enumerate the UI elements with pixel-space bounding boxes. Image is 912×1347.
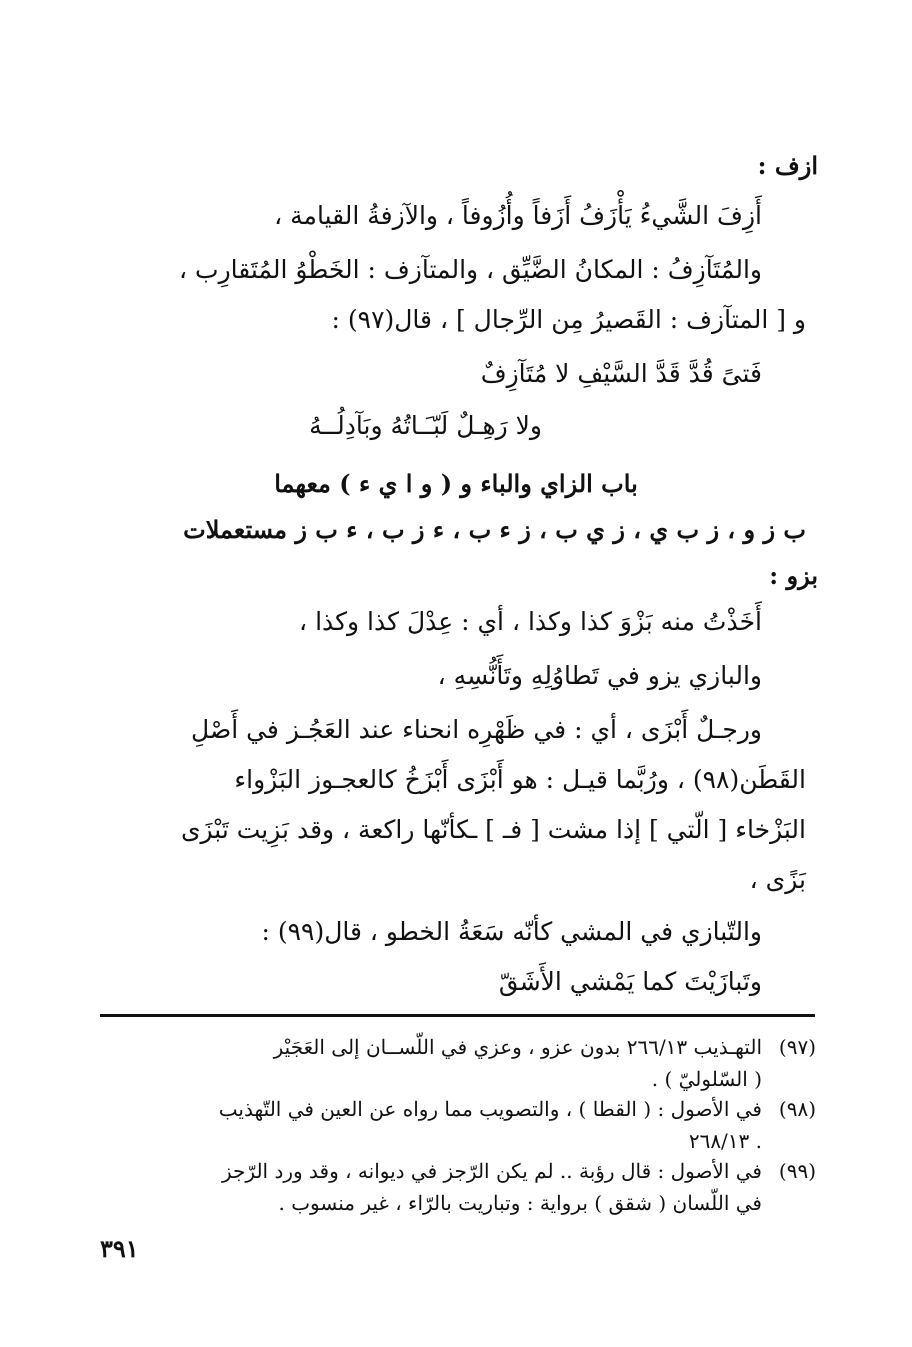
entry-bzw-line-5: البَزْخاء [ الّتي ] إذا مشت [ فـ ] ـكأنّها راكعة ، وقد بَزِيت تَبْزَى [180,815,806,844]
footnote-99-line-2: في اللّسان ( شقق ) برواية : وتباريت بالرّاء ، غير منسوب . [278,1191,762,1215]
entry-azf-line-2: والمُتَآزِفُ : المكانُ الضَّيِّق ، والمتآزف : الخَطْوُ المُتَقارِب ، [179,255,762,284]
entry-bzw-line-3: ورجـلٌ أَبْزَى ، أي : في ظَهْرِه انحناء عند العَجُـز في أَصْلِ [191,715,762,744]
footnote-99-number: (٩٩) [778,1159,816,1183]
chapter-title: باب الزاي والباء و ( و ا ي ء ) معهما [274,469,638,498]
entry-bzw-line-7: والتّبازي في المشي كأنّه سَعَةُ الخطو ، قال(٩٩) : [261,917,762,946]
page-number: ٣٩١ [100,1234,139,1263]
entry-bzw-line-6: بَزًى ، [749,865,806,894]
footnote-98-line-1: في الأصول : ( القطا ) ، والتصويب مما رواه عن العين في التّهذيب [218,1097,762,1121]
footnote-99-line-1: في الأصول : قال رؤبة .. لم يكن الرّجز في ديوانه ، وقد ورد الرّجز [222,1159,762,1183]
entry-azf-line-3: و [ المتآزف : القَصيرُ مِن الرِّجال ] ، قال(٩٧) : [331,305,806,334]
verse-azf-line-1: فَتىً قُدَّ قَدَّ السَّيْفِ لا مُتَآزِفٌ [480,359,762,388]
chapter-subtitle: ب ز و ، ز ب ي ، ز ي ب ، ز ء ب ، ء ز ب ، ء ب ز مستعملات [183,515,806,544]
verse-azf-line-2: ولا رَهِـلٌ لَبّـَـاتُهُ وبَآدِلُــهُ [309,411,542,440]
entry-bzw-line-4: القَطَن(٩٨) ، ورُبَّما قيـل : هو أَبْزَى أَبْزَخُ كالعجـوز البَزْواء [234,765,806,794]
footnote-97-number: (٩٧) [778,1035,816,1059]
footnote-divider [100,1014,815,1017]
entry-azf-line-1: أَزِفَ الشَّيءُ يَأْزَفُ أَزَفاً وأُزُوفاً ، والآزفةُ القيامة ، [274,201,762,230]
footnote-97-line-1: التهـذيب ٢٦٦/١٣ بدون عزو ، وعزي في اللّســان إلى العَجَيْر [273,1035,762,1059]
entry-heading-azf: ازف : [757,151,818,180]
entry-heading-bzw: بزو : [769,561,818,590]
footnote-98-line-2: . ٢٦٨/١٣ [688,1129,762,1153]
footnote-98-number: (٩٨) [778,1097,816,1121]
footnote-97-line-2: ( السّلوليّ ) . [651,1067,762,1091]
verse-bzw: وتَبازَيْتَ كما يَمْشي الأَشَقّ [498,967,762,996]
entry-bzw-line-1: أَخَذْتُ منه بَزْوَ كذا وكذا ، أي : عِدْلَ كذا وكذا ، [299,607,762,636]
entry-bzw-line-2: والبازي يزو في تَطاوُلِهِ وتَأَنُّسِهِ ، [437,661,762,690]
